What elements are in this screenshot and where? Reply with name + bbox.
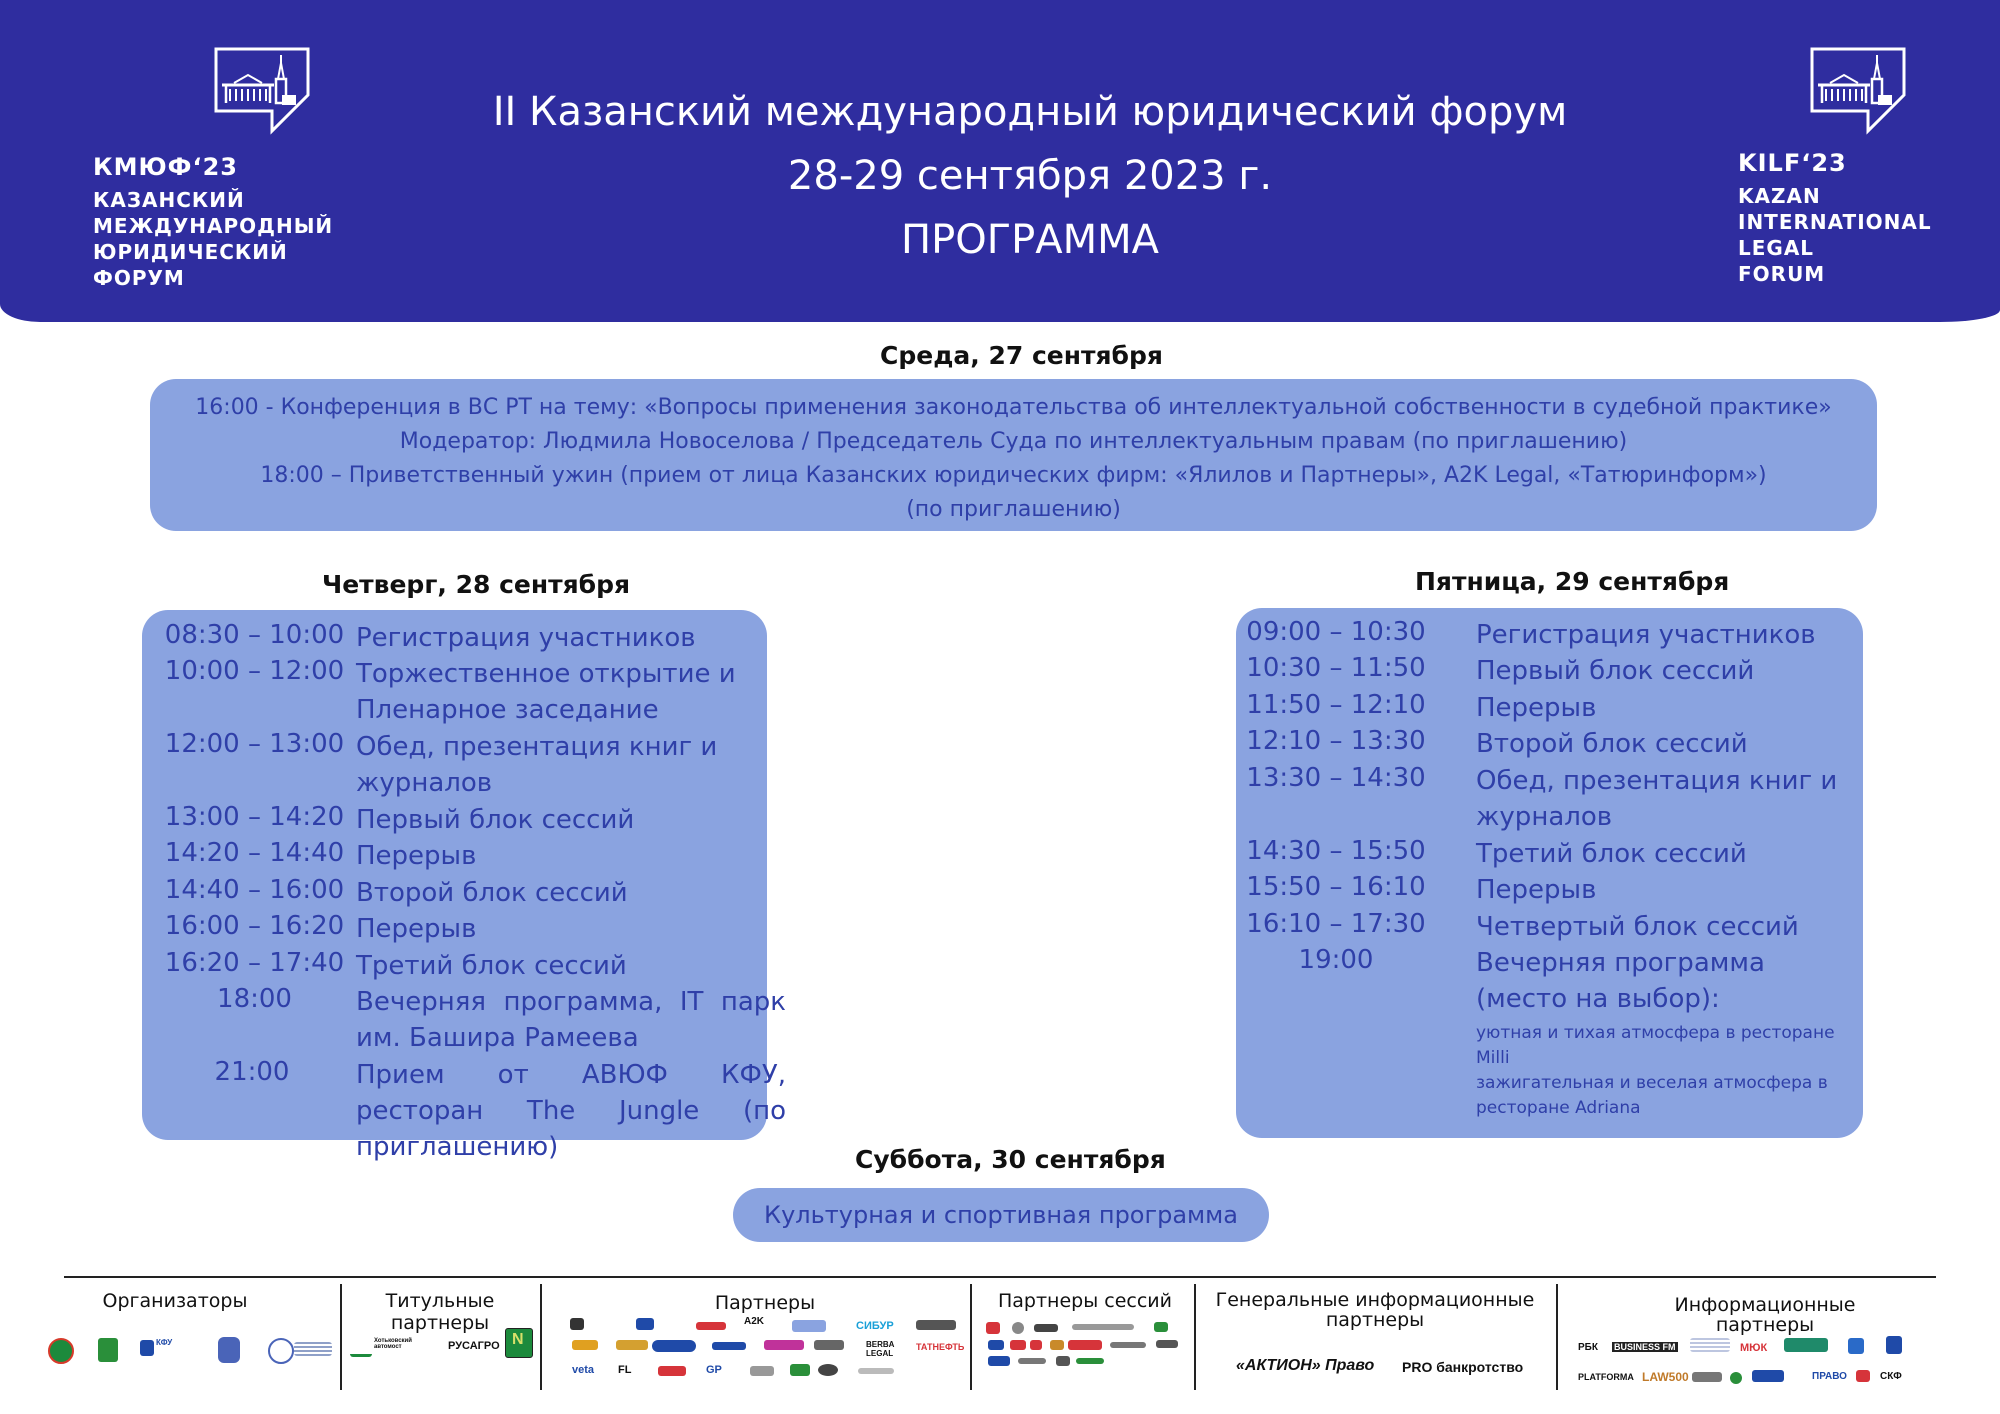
schedule-activity: Второй блок сессий [1476,729,1748,759]
skf-logo-text: СКФ [1880,1371,1902,1382]
session-partner-logo-icon [988,1356,1010,1366]
wednesday-line: (по приглашению) [906,497,1121,522]
wednesday-box [150,379,1877,531]
a2k-logo-text: A2K [744,1316,765,1327]
schedule-time: 16:10 – 17:30 [1246,909,1426,939]
partner-logo-icon [858,1368,894,1374]
partner-logo-icon [658,1366,686,1376]
schedule-time: 10:30 – 11:50 [1246,653,1426,683]
schedule-activity: Перерыв [356,914,477,944]
schedule-time: 12:00 – 13:00 [164,729,345,759]
schedule-time: 21:00 [214,1057,290,1087]
wednesday-line: 16:00 - Конференция в ВС РТ на тему: «Вопросы применения законодательства об интеллектуальной собственности в судебной практике» [195,395,1832,420]
footer-divider [64,1276,1936,1278]
schedule-activity: Четвертый блок сессий [1476,912,1799,942]
schedule-activity: Перерыв [1476,693,1597,723]
schedule-activity: Вечерняя программа, IT парк им. Башира Рамеева [356,987,786,1053]
schedule-time: 14:20 – 14:40 [164,838,345,868]
schedule-activity: Первый блок сессий [1476,656,1755,686]
kazan-emblem-icon [98,1338,118,1362]
header-banner [0,0,2000,322]
hotkovsky-logo-icon [350,1336,372,1357]
law500-logo-text: LAW500 [1642,1370,1689,1384]
hotkovsky-logo-text: Хотьковский автомост [374,1338,412,1350]
schedule-time: 16:00 – 16:20 [164,911,345,941]
session-partner-logo-icon [1154,1322,1168,1332]
sibur-logo-text: СИБУР [856,1320,894,1332]
session-partner-logo-icon [1030,1340,1042,1350]
evening-program-label: Вечерняя программа (место на выбор): [1476,948,1765,1014]
schedule-activity: Первый блок сессий [356,805,635,835]
schedule-activity: Третий блок сессий [1476,839,1747,869]
session-partner-logo-icon [1012,1322,1024,1334]
schedule-activity: Торжественное открытие и Пленарное заседание [356,659,736,725]
forum-dates: 28-29 сентября 2023 г. [787,153,1273,199]
kazan-kremlin-icon [212,45,332,170]
footer-info-partners-label: Информационные партнеры [1674,1294,1856,1336]
schedule-activity: Регистрация участников [356,623,696,653]
session-partner-logo-icon [1034,1324,1058,1332]
pro-bankrotstvo-logo-text: PRO банкротство [1402,1359,1524,1375]
partner-logo-icon [616,1340,648,1350]
partner-logo-icon [764,1340,804,1350]
schedule-activity: Третий блок сессий [356,951,627,981]
platforma-logo-text: PLATFORMA [1578,1372,1634,1382]
info-partner-logo-icon [1856,1370,1870,1382]
partner-logo-icon [696,1322,726,1330]
footer-general-info-partners-label: Генеральные информационные партнеры [1215,1289,1535,1331]
partner-logo-icon [750,1366,774,1376]
friday-heading: Пятница, 29 сентября [1415,567,1730,596]
session-partner-logo-icon [1056,1356,1070,1366]
thursday-schedule [142,610,786,1162]
footer-column-divider [1194,1284,1196,1390]
session-partner-logo-icon [988,1340,1004,1350]
partner-logo-icon [818,1364,838,1376]
schedule-activity: Регистрация участников [1476,620,1816,650]
fl-logo-text: FL [618,1364,632,1376]
myuk-logo-text: МЮК [1740,1342,1768,1354]
partner-logo-icon [814,1340,844,1350]
partner-logo-icon [712,1342,746,1350]
schedule-time: 15:50 – 16:10 [1246,872,1426,902]
footer-partners-label: Партнеры [714,1292,816,1314]
veta-logo-text: veta [572,1364,595,1376]
program-title: ПРОГРАММА [901,217,1159,263]
footer-column-divider [970,1284,972,1390]
partner-logo-icon [792,1320,826,1332]
schedule-time: 18:00 [217,984,292,1014]
logo-right-name: KAZAN INTERNATIONAL LEGAL FORUM [1738,184,1932,286]
schedule-time: 09:00 – 10:30 [1246,617,1426,647]
logo-left-code: КМЮФ‘23 [93,153,238,181]
info-partner-logo-icon [1886,1336,1902,1354]
schedule-time: 16:20 – 17:40 [164,948,345,978]
session-partner-logo-icon [1072,1324,1134,1330]
kfu-logo-icon [140,1340,154,1356]
info-partner-logo-icon [1692,1372,1722,1382]
tatarstan-emblem-icon [48,1338,74,1364]
schedule-time: 14:30 – 15:50 [1246,836,1426,866]
logo-left-name: КАЗАНСКИЙ МЕЖДУНАРОДНЫЙ ЮРИДИЧЕСКИЙ ФОРУМ [93,188,334,290]
footer-session-partners-label: Партнеры сессий [998,1290,1172,1312]
aktion-pravo-logo-text: «АКТИОН» Право [1236,1357,1375,1374]
gp-logo-text: GP [706,1364,722,1376]
session-partner-logo-icon [1010,1340,1026,1350]
info-partner-logo-icon [1752,1370,1784,1382]
verba-legal-logo-text: ВЕRBA LEGAL [866,1340,895,1358]
footer-organizers-label: Организаторы [102,1290,248,1312]
wednesday-heading: Среда, 27 сентября [880,341,1163,370]
schedule-activity [1476,945,1856,1121]
logo-right-code: KILF‘23 [1738,149,1847,177]
info-partner-logo-icon [1730,1372,1742,1384]
saturday-program: Культурная и спортивная программа [733,1188,1269,1242]
partner-logo-icon [572,1340,598,1350]
session-partner-logo-icon [986,1322,1000,1334]
forum-title: II Казанский международный юридический форум [492,89,1568,135]
session-partner-logo-icon [1110,1342,1146,1348]
schedule-activity: Обед, презентация книг и журналов [356,732,718,798]
evening-option: уютная и тихая атмосфера в ресторане Milli [1476,1023,1835,1068]
pravo-logo-text: ПРАВО [1812,1371,1847,1382]
schedule-time: 13:00 – 14:20 [164,802,345,832]
session-partner-logo-icon [1068,1340,1102,1350]
logo-kilf [1738,45,1988,295]
page-title [380,80,1680,272]
russia-emblem-icon [218,1337,240,1363]
partner-logo-icon [652,1340,696,1352]
partner-logo-icon [570,1318,584,1330]
info-partner-logo-icon [1848,1338,1864,1354]
saturday-heading: Суббота, 30 сентября [855,1145,1166,1174]
evening-option: зажигательная и веселая атмосфера в ресторане Adriana [1476,1073,1828,1118]
business-fm-logo-text: BUSINESS FM [1614,1342,1676,1352]
info-partner-logo-icon [1690,1338,1730,1352]
schedule-activity: Перерыв [1476,875,1597,905]
schedule-time: 14:40 – 16:00 [164,875,345,905]
wednesday-line: Модератор: Людмила Новоселова / Председатель Суда по интеллектуальным правам (по приглашению) [399,429,1628,454]
schedule-time: 13:30 – 14:30 [1246,763,1426,793]
session-partner-logo-icon [1050,1340,1064,1350]
rusagro-logo-text: РУСАГРО [448,1340,500,1352]
schedule-activity: Обед, презентация книг и журналов [1476,766,1838,832]
partner-logo-icon [636,1318,654,1330]
session-partner-logo-icon [1018,1358,1046,1364]
info-partner-logo-icon [1784,1338,1828,1352]
partner-logo-icon [916,1320,956,1330]
schedule-activity: Перерыв [356,841,477,871]
logo-kmyuf [90,45,360,295]
partner-logo-icon [790,1364,810,1376]
rbk-logo-text: РБК [1578,1342,1598,1353]
schedule-activity: Прием от АВЮФ КФУ, ресторан The Jungle (по приглашению) [356,1060,786,1162]
ministry-emblem-icon [268,1338,294,1364]
schedule-time: 12:10 – 13:30 [1246,726,1426,756]
friday-schedule [1236,608,1863,1138]
nexus-logo-text: N [512,1331,524,1348]
session-partner-logo-icon [1076,1358,1104,1364]
schedule-time: 08:30 – 10:00 [164,620,345,650]
thursday-heading: Четверг, 28 сентября [322,570,631,599]
footer-column-divider [1556,1284,1558,1390]
schedule-time: 19:00 [1298,945,1374,975]
tatneft-logo-text: ТАТНЕФТЬ [916,1342,965,1352]
wednesday-line: 18:00 – Приветственный ужин (прием от лица Казанских юридических фирм: «Ялилов и Партнеры», A2K Legal, «Татюринформ») [260,463,1767,488]
schedule-time: 11:50 – 12:10 [1246,690,1426,720]
schedule-activity: Второй блок сессий [356,878,628,908]
schedule-time: 10:00 – 12:00 [164,656,345,686]
footer-title-partners-label: Титульные партнеры [385,1290,495,1334]
kfu-logo-text: КФУ [156,1338,173,1347]
ministry-text-icon [294,1342,332,1356]
session-partner-logo-icon [1156,1340,1178,1348]
